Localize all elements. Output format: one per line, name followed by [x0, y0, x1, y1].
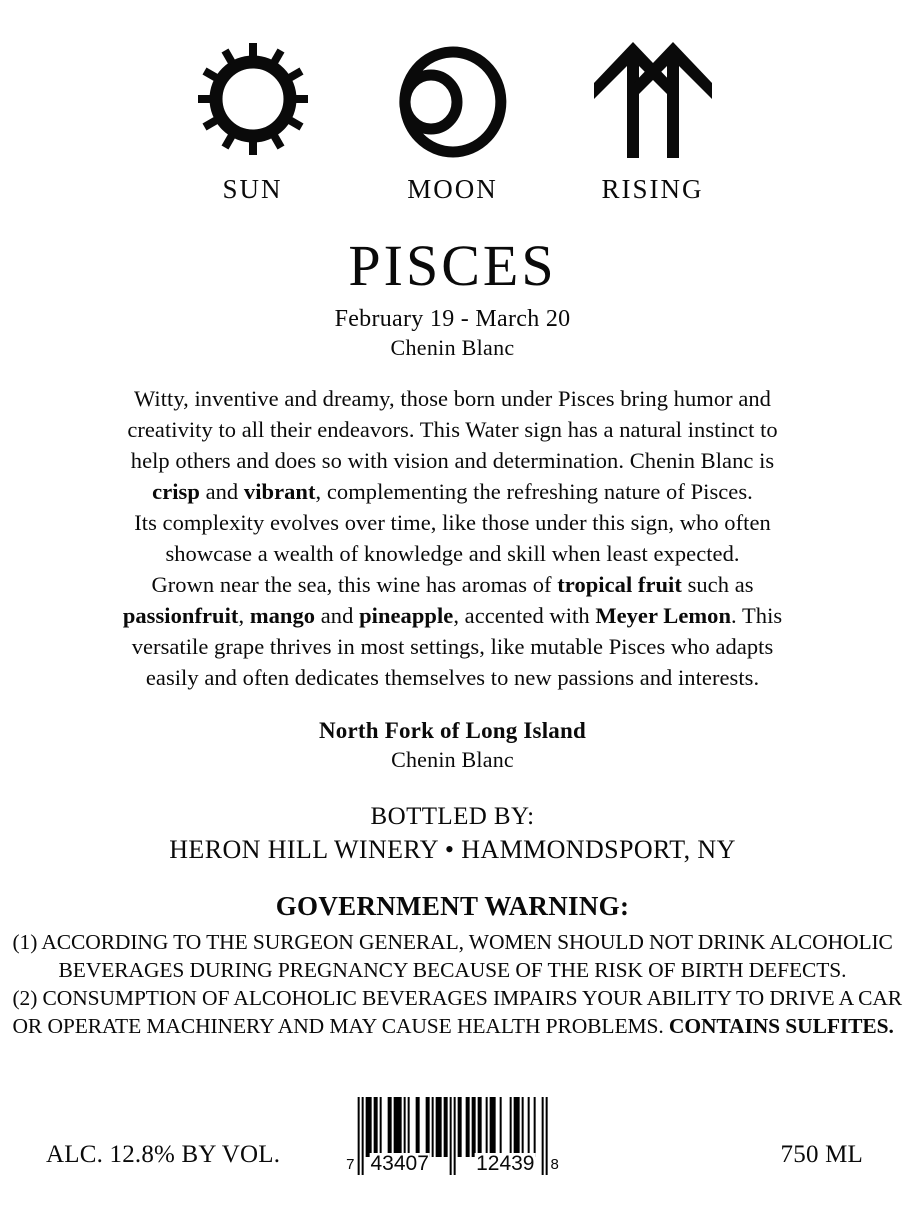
- plain-text: . This: [731, 602, 783, 628]
- tasting-description: [38, 383, 868, 693]
- text-line: [38, 445, 868, 476]
- net-volume: 750 ML: [780, 1141, 863, 1168]
- text-line: [38, 600, 868, 631]
- text-line: [38, 414, 868, 445]
- sign-name: PISCES: [348, 233, 557, 298]
- barcode-core: [358, 1097, 548, 1175]
- plain-text: Its complexity evolves over time, like those under this sign, who often: [134, 509, 771, 535]
- text-line: [38, 507, 868, 538]
- barcode-bar: [546, 1097, 548, 1175]
- alcohol-content: ALC. 12.8% BY VOL.: [46, 1141, 281, 1168]
- government-warning: [12, 890, 903, 1039]
- bottled-by-label: BOTTLED BY:: [370, 802, 535, 830]
- plain-text: versatile grape thrives in most settings, like mutable Pisces who adapts: [131, 633, 774, 659]
- emphasis-text: pineapple: [359, 602, 454, 628]
- plain-text: , accented with: [453, 602, 596, 628]
- text-line: [13, 928, 893, 956]
- text-line: [38, 383, 868, 414]
- plain-text: BEVERAGES DURING PREGNANCY BECAUSE OF THE RISK OF BIRTH DEFECTS.: [58, 957, 847, 982]
- plain-text: such as: [681, 571, 754, 597]
- emphasis-text: Meyer Lemon: [595, 602, 732, 628]
- plain-text: (2) CONSUMPTION OF ALCOHOLIC BEVERAGES IMPAIRS YOUR ABILITY TO DRIVE A CAR: [12, 985, 903, 1010]
- text-line: [38, 538, 868, 569]
- emphasis-text: passionfruit: [122, 602, 239, 628]
- astrology-item-sun: [173, 34, 333, 203]
- plain-text: easily and often dedicates themselves to new passions and interests.: [145, 664, 760, 690]
- emphasis-text: mango: [249, 602, 316, 628]
- text-line: [38, 476, 868, 507]
- emphasis-text: tropical fruit: [557, 571, 682, 597]
- barcode-check-digit: 8: [550, 1156, 559, 1173]
- rising-icon: [594, 34, 712, 164]
- text-line: [38, 631, 868, 662]
- sign-date-range: February 19 - March 20: [334, 306, 571, 332]
- plain-text: Grown near the sea, this wine has aromas of: [151, 571, 558, 597]
- sign-varietal: Chenin Blanc: [390, 335, 515, 361]
- label-footer: [0, 1079, 905, 1179]
- appellation-region: North Fork of Long Island: [319, 717, 586, 743]
- astrology-item-rising: [573, 34, 733, 203]
- barcode-bar: [502, 1097, 510, 1157]
- barcode-lead-digit: 7: [346, 1156, 355, 1173]
- bottler-name: HERON HILL WINERY • HAMMONDSPORT, NY: [169, 834, 736, 864]
- barcode: [346, 1097, 559, 1175]
- appellation: [319, 717, 586, 774]
- astrology-item-moon: [373, 34, 533, 203]
- bottler-block: [169, 801, 736, 867]
- emphasis-text: crisp: [152, 478, 200, 504]
- astrology-label-moon: MOON: [407, 174, 498, 204]
- appellation-varietal: Chenin Blanc: [391, 747, 514, 773]
- government-warning-body: [12, 928, 903, 1040]
- text-line: [38, 569, 868, 600]
- barcode-right-group: 12439: [476, 1152, 535, 1175]
- emphasis-text: CONTAINS SULFITES.: [668, 1013, 894, 1038]
- sun-icon: [198, 34, 308, 164]
- astrology-label-sun: SUN: [222, 174, 283, 204]
- plain-text: , complementing the refreshing nature of Pisces.: [315, 478, 753, 504]
- barcode-bar: [394, 1097, 402, 1157]
- astrology-row: [173, 34, 733, 203]
- text-line: [12, 984, 903, 1012]
- emphasis-text: vibrant: [243, 478, 316, 504]
- plain-text: and: [199, 478, 244, 504]
- text-line: [13, 1012, 893, 1040]
- government-warning-heading: GOVERNMENT WARNING:: [275, 891, 630, 922]
- plain-text: showcase a wealth of knowledge and skill when least expected.: [165, 540, 740, 566]
- text-line: [38, 662, 868, 693]
- barcode-bars: [358, 1097, 548, 1175]
- astrology-label-rising: RISING: [601, 174, 704, 204]
- plain-text: help others and does so with vision and determination. Chenin Blanc is: [130, 447, 775, 473]
- plain-text: OR OPERATE MACHINERY AND MAY CAUSE HEALTH PROBLEMS.: [12, 1013, 669, 1038]
- plain-text: creativity to all their endeavors. This Water sign has a natural instinct to: [127, 416, 778, 442]
- plain-text: and: [315, 602, 360, 628]
- plain-text: Witty, inventive and dreamy, those born under Pisces bring humor and: [134, 385, 771, 411]
- moon-icon: [399, 34, 507, 164]
- barcode-left-group: 43407: [370, 1152, 429, 1175]
- plain-text: (1) ACCORDING TO THE SURGEON GENERAL, WOMEN SHOULD NOT DRINK ALCOHOLIC: [12, 929, 893, 954]
- text-line: [13, 956, 893, 984]
- plain-text: ,: [238, 602, 250, 628]
